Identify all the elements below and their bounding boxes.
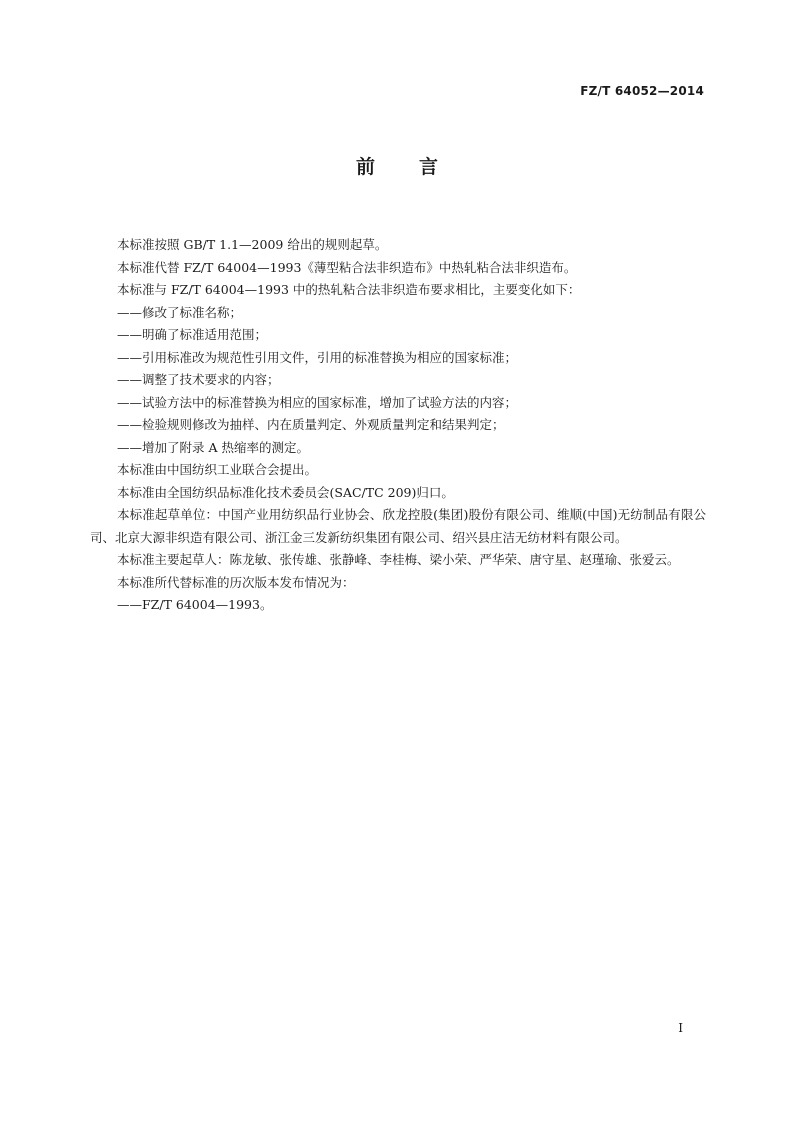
paragraph-drafters: 本标准主要起草人：陈龙敏、张传雄、张静峰、李桂梅、梁小荣、严华荣、唐守星、赵瑾瑜、张爱云。: [117, 552, 680, 567]
foreword-body: [90, 234, 706, 617]
paragraph-under-jurisdiction: 本标准由全国纺织品标准化技术委员会(SAC/TC 209)归口。: [117, 484, 454, 500]
change-item: ——明确了标准适用范围；: [117, 327, 268, 342]
paragraph-previous-editions: 本标准所代替标准的历次版本发布情况为：: [117, 574, 355, 590]
paragraph-drafting-units: 本标准起草单位：中国产业用纺织品行业协会、欣龙控股(集团)股份有限公司、维顺(中国)无纺制品有限公司、北京大源非织造有限公司、浙江金三发新纺织集团有限公司、绍兴县庄洁无纺材料有限公司。: [90, 507, 706, 545]
paragraph-proposed-by: 本标准由中国纺织工业联合会提出。: [117, 462, 318, 477]
paragraph-main-changes: 本标准与 FZ/T 64004—1993 中的热轧粘合法非织造布要求相比，主要变化如下：: [117, 282, 581, 297]
change-item: ——引用标准改为规范性引用文件，引用的标准替换为相应的国家标准；: [117, 349, 518, 365]
change-item: ——试验方法中的标准替换为相应的国家标准，增加了试验方法的内容；: [117, 394, 518, 410]
change-item: ——增加了附录 A 热缩率的测定。: [117, 439, 309, 455]
paragraph-drafting-rules: 本标准按照 GB/T 1.1—2009 给出的规则起草。: [117, 237, 388, 252]
change-item: ——调整了技术要求的内容；: [117, 372, 280, 387]
previous-edition-item: ——FZ/T 64004—1993。: [117, 597, 273, 612]
change-item: ——修改了标准名称；: [117, 304, 243, 320]
page-title: 前言: [355, 156, 482, 178]
paragraph-replaces: 本标准代替 FZ/T 64004—1993《薄型粘合法非织造布》中热轧粘合法非织造布。: [117, 259, 577, 275]
standard-code: FZ/T 64052—2014: [580, 84, 704, 98]
page-number: I: [678, 1021, 683, 1035]
change-item: ——检验规则修改为抽样、内在质量判定、外观质量判定和结果判定；: [117, 417, 505, 432]
